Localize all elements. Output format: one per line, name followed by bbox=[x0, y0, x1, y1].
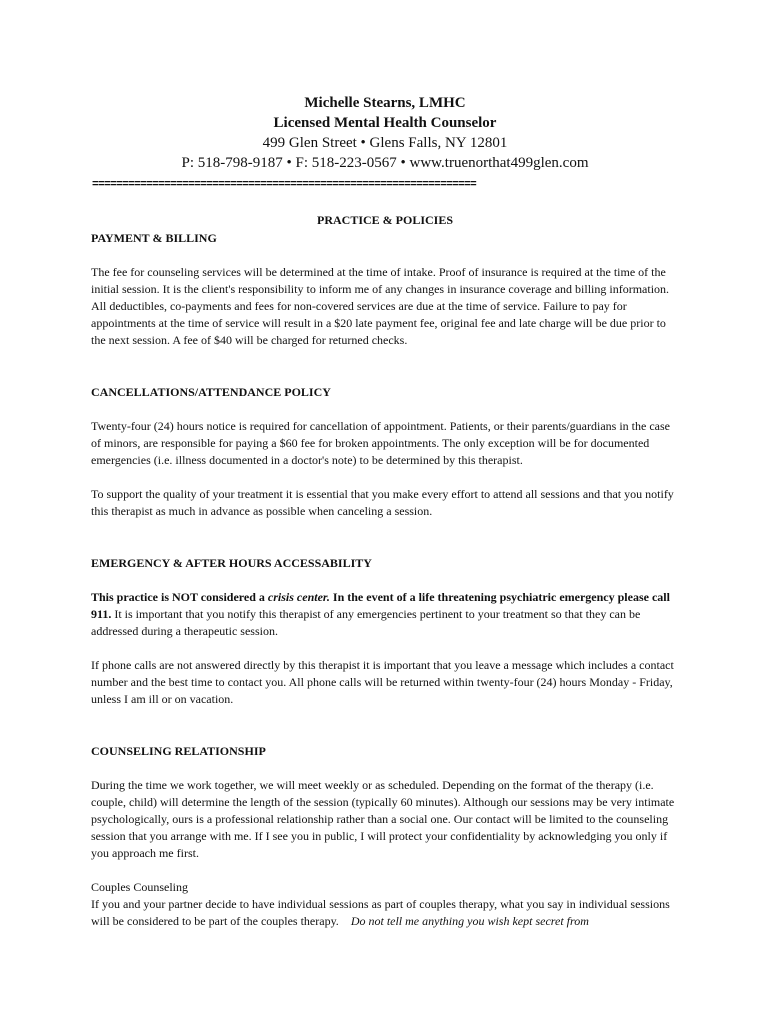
emergency-notice-rest: It is important that you notify this therapist of any emergencies pertinent to your treatment so that they can be addressed during a therapeutic session. bbox=[91, 607, 641, 638]
cancellations-paragraph-1: Twenty-four (24) hours notice is required for cancellation of appointment. Patients, or their parents/guardians in the case of minors, are responsible for paying a $60 fee for broken appointments. The only exception will be for documented emergencies (i.e. illness documented in a doctor's note) to be determined by this therapist. bbox=[91, 419, 670, 467]
cancellations-paragraph-2: To support the quality of your treatment it is essential that you make every effort to attend all sessions and that you notify this therapist as much in advance as possible when canceling a session. bbox=[91, 487, 674, 518]
letterhead bbox=[0, 93, 770, 173]
counseling-heading: COUNSELING RELATIONSHIP bbox=[91, 744, 266, 758]
payment-heading: PAYMENT & BILLING bbox=[91, 231, 217, 245]
practice-address: 499 Glen Street • Glens Falls, NY 12801 bbox=[262, 135, 508, 151]
emergency-paragraph-2: If phone calls are not answered directly by this therapist it is important that you leave a message which includes a contact number and the best time to contact you. All phone calls will be returned within twenty-four (24) hours Monday - Friday, unless I am ill or on vacation. bbox=[91, 658, 674, 706]
couples-secret-warning: Do not tell me anything you wish kept secret from bbox=[350, 914, 589, 928]
emergency-paragraph-1 bbox=[91, 589, 681, 640]
practice-contact: P: 518-798-9187 • F: 518-223-0567 • www.truenorthat499glen.com bbox=[181, 155, 589, 171]
emergency-notice-a: This practice is NOT considered a bbox=[91, 590, 268, 604]
counselor-title: Licensed Mental Health Counselor bbox=[273, 115, 497, 131]
cancellations-heading: CANCELLATIONS/ATTENDANCE POLICY bbox=[91, 385, 331, 399]
couples-paragraph bbox=[91, 896, 681, 930]
emergency-notice-crisis: crisis center. bbox=[267, 590, 330, 604]
header-divider: ================================================================ bbox=[92, 179, 477, 191]
counselor-name: Michelle Stearns, LMHC bbox=[304, 95, 466, 111]
document-body bbox=[91, 230, 681, 930]
couples-text: If you and your partner decide to have individual sessions as part of couples therapy, what you say in individual sessions will be considered to be part of the couples therapy. bbox=[91, 897, 670, 928]
document-title: PRACTICE & POLICIES bbox=[316, 213, 454, 227]
couples-subheading: Couples Counseling bbox=[91, 880, 189, 894]
counseling-paragraph-1: During the time we work together, we will meet weekly or as scheduled. Depending on the format of the therapy (i.e. couple, child) will determine the length of the session (typically 60 minutes). Although our sessions may be very intimate psychologically, ours is a professional relationship rather than a social one. Our contact will be limited to the counseling session that you arrange with me. If I see you in public, I will protect your confidentiality by acknowledging you only if you approach me first. bbox=[91, 778, 675, 860]
payment-paragraph: The fee for counseling services will be determined at the time of intake. Proof of insurance is required at the time of the initial session. It is the client's responsibility to inform me of any changes in insurance coverage and billing information. All deductibles, co-payments and fees for non-covered services are due at the time of service. Failure to pay for appointments at the time of service will result in a $20 late payment fee, original fee and late charge will be due prior to the next session. A fee of $40 will be charged for returned checks. bbox=[91, 265, 670, 347]
emergency-heading: EMERGENCY & AFTER HOURS ACCESSABILITY bbox=[91, 556, 372, 570]
emergency-notice-b: In the event of a life threatening psychiatric emergency please call 911. bbox=[91, 590, 670, 621]
